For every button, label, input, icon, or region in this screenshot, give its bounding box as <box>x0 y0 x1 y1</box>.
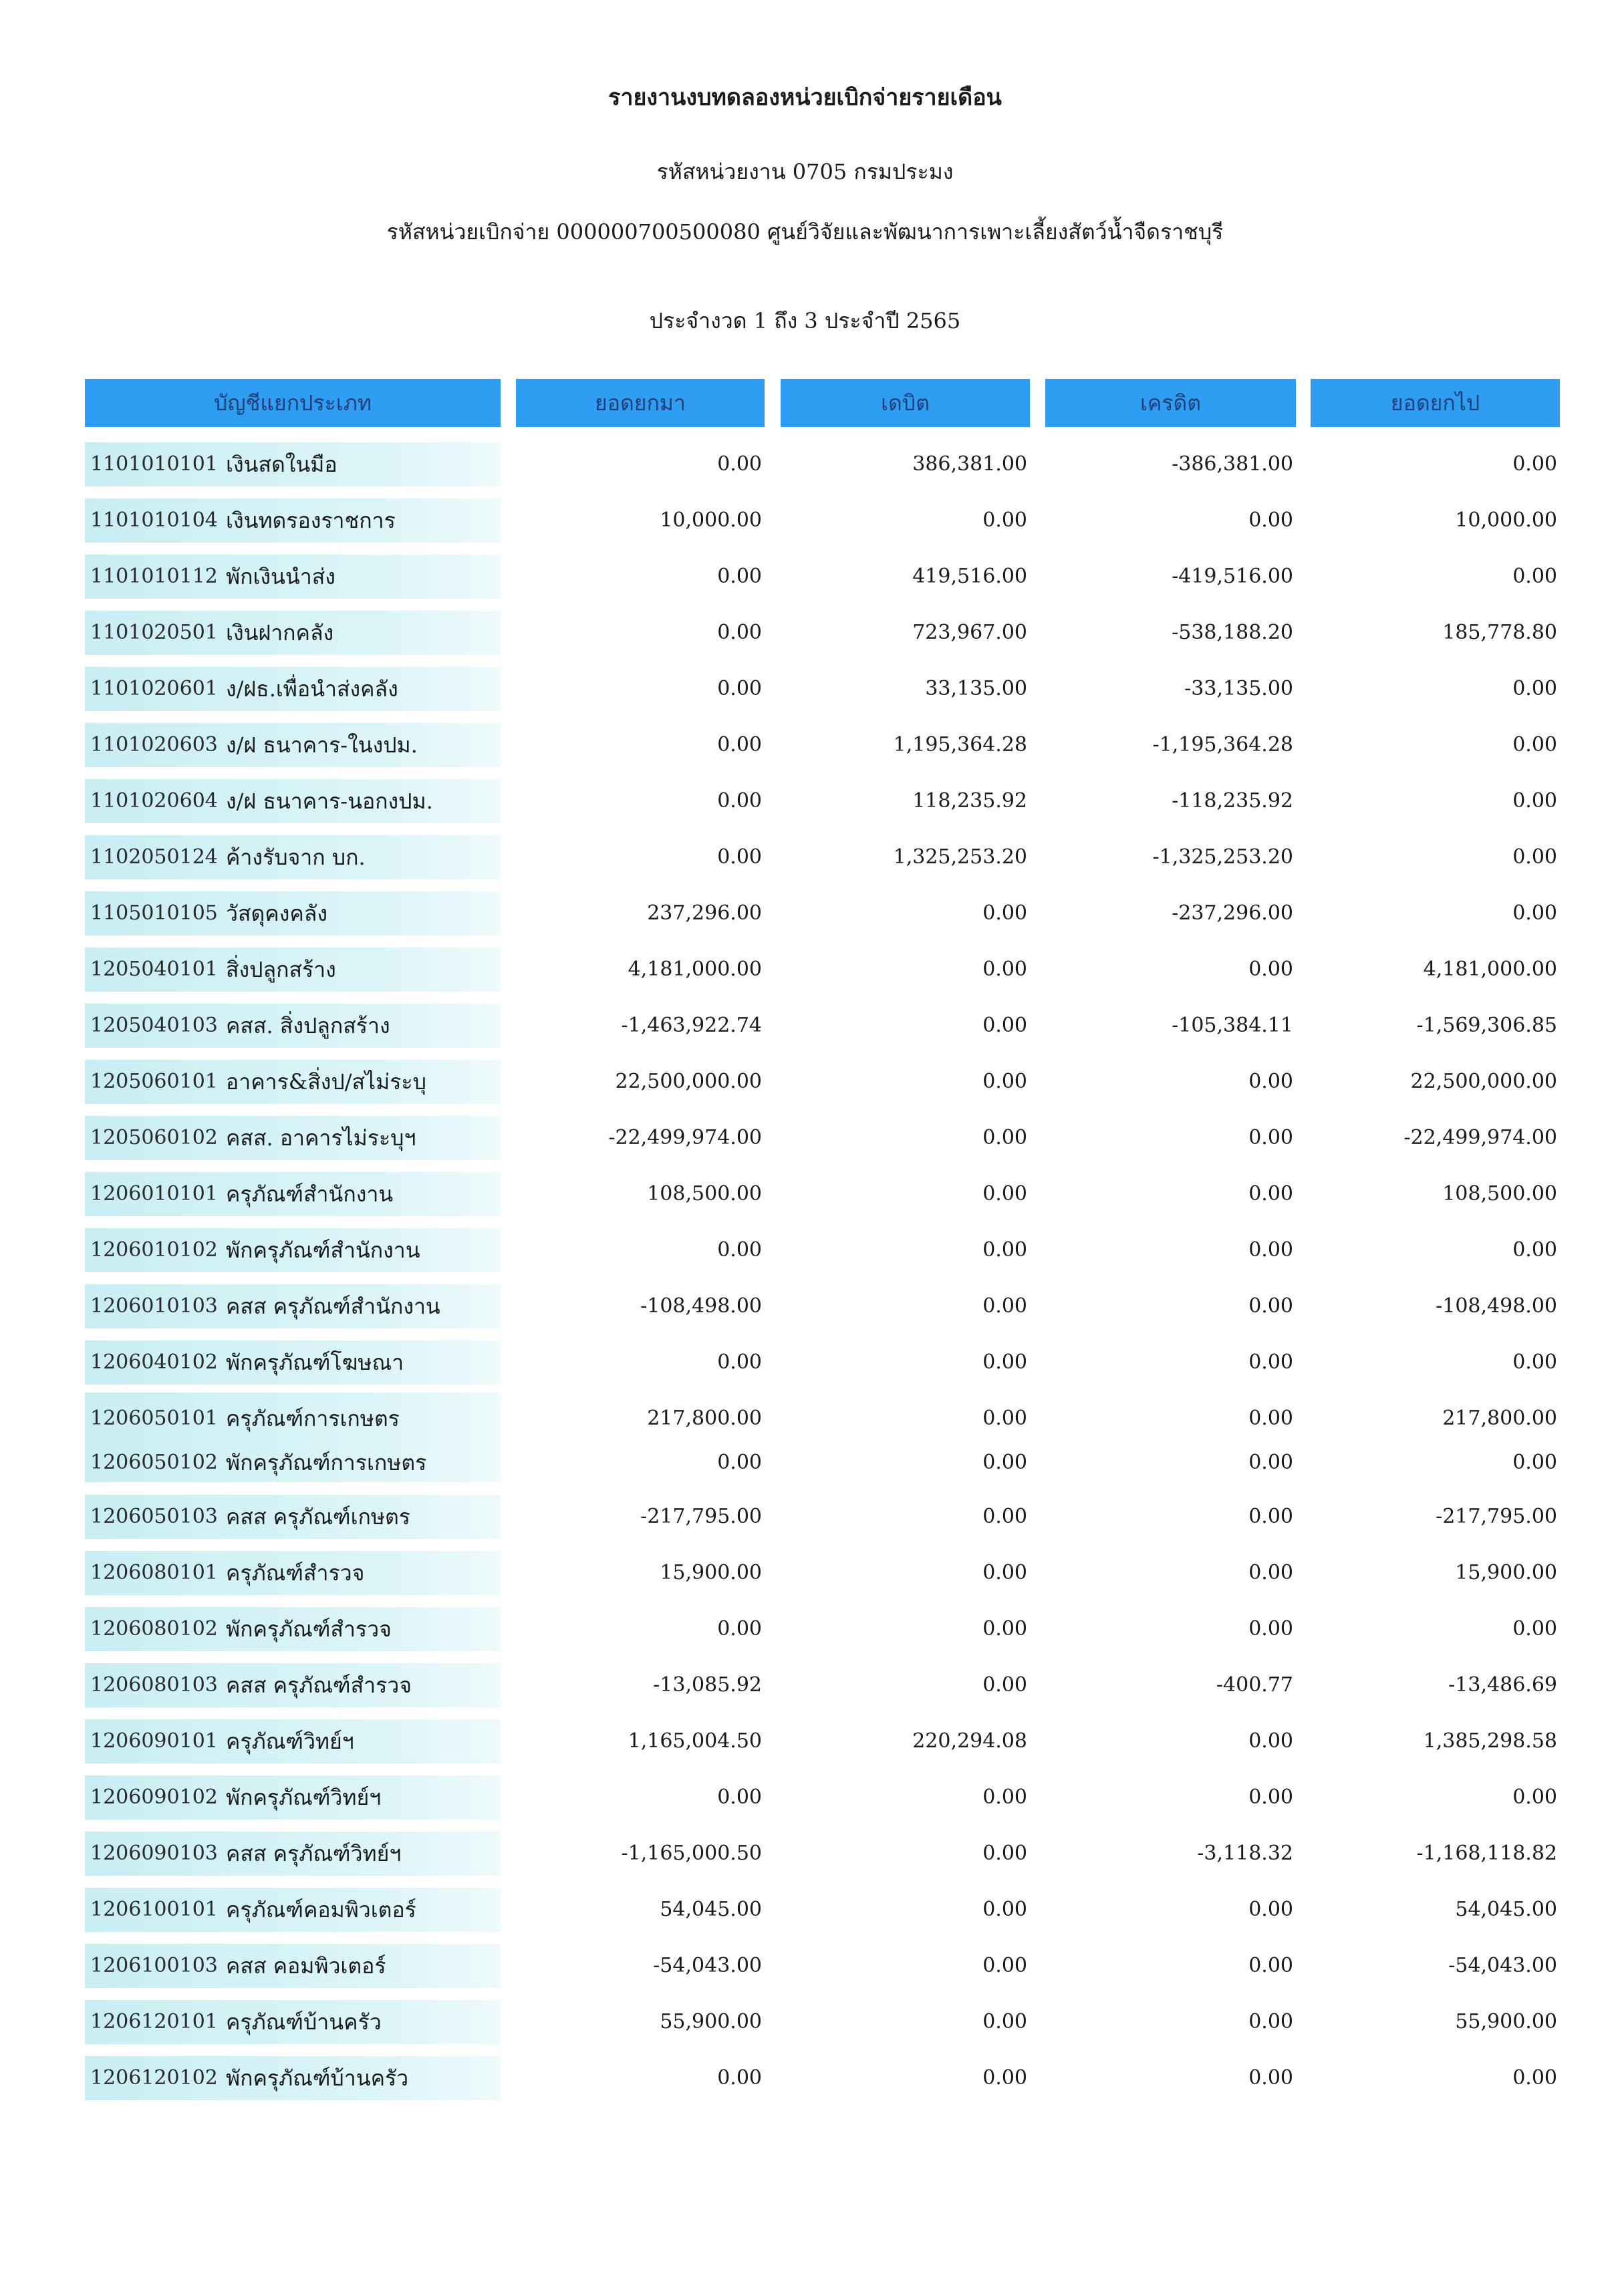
account-code: 1206050101 <box>90 1407 218 1430</box>
credit-amount: 0.00 <box>1248 1238 1293 1262</box>
closing-balance: 0.00 <box>1512 901 1557 925</box>
table-row <box>0 611 1610 656</box>
closing-balance: 10,000.00 <box>1455 509 1557 532</box>
debit-amount: 118,235.92 <box>912 789 1027 813</box>
column-header-debit: เดบิต <box>781 379 1030 427</box>
credit-amount: 0.00 <box>1248 1294 1293 1318</box>
opening-balance: 4,181,000.00 <box>628 958 762 981</box>
account-code: 1101020501 <box>90 621 218 644</box>
account-code: 1206080102 <box>90 1617 218 1640</box>
account-name: คสส ครุภัณฑ์วิทย์ฯ <box>226 1841 402 1866</box>
table-row <box>0 948 1610 993</box>
debit-amount: 0.00 <box>982 1617 1027 1640</box>
account-name: คสส ครุภัณฑ์เกษตร <box>226 1504 410 1530</box>
account-name: อาคาร&สิ่งป/สไม่ระบุ <box>226 1069 426 1095</box>
report-title: รายงานงบทดลองหน่วยเบิกจ่ายรายเดือน <box>608 84 1002 111</box>
table-row <box>0 891 1610 937</box>
table-row <box>0 1888 1610 1933</box>
table-row <box>0 1775 1610 1821</box>
closing-balance: 55,900.00 <box>1455 2010 1557 2033</box>
closing-balance: -1,569,306.85 <box>1416 1014 1557 1037</box>
opening-balance: 108,500.00 <box>647 1182 762 1205</box>
opening-balance: 0.00 <box>717 621 762 644</box>
debit-amount: 0.00 <box>982 1842 1027 1865</box>
credit-amount: 0.00 <box>1248 1182 1293 1205</box>
credit-amount: 0.00 <box>1248 2066 1293 2090</box>
period-line: ประจำงวด 1 ถึง 3 ประจำปี 2565 <box>649 308 961 333</box>
opening-balance: 22,500,000.00 <box>615 1070 762 1093</box>
opening-balance: -217,795.00 <box>640 1505 762 1528</box>
opening-balance: 0.00 <box>717 1451 762 1474</box>
account-name: พักครุภัณฑ์วิทย์ฯ <box>226 1785 382 1810</box>
closing-balance: 0.00 <box>1512 1451 1557 1474</box>
debit-amount: 0.00 <box>982 1505 1027 1528</box>
opening-balance: 0.00 <box>717 789 762 813</box>
table-row <box>0 1004 1610 1049</box>
account-name: ครุภัณฑ์การเกษตร <box>226 1406 400 1431</box>
column-header-account: บัญชีแยกประเภท <box>85 379 501 427</box>
account-name: ครุภัณฑ์วิทย์ฯ <box>226 1729 354 1754</box>
opening-balance: 237,296.00 <box>647 901 762 925</box>
debit-amount: 0.00 <box>982 1898 1027 1921</box>
debit-amount: 220,294.08 <box>912 1729 1027 1753</box>
account-code: 1206080101 <box>90 1561 218 1584</box>
credit-amount: 0.00 <box>1248 958 1293 981</box>
account-code: 1206090101 <box>90 1729 218 1753</box>
opening-balance: 0.00 <box>717 733 762 756</box>
table-row <box>0 1495 1610 1540</box>
opening-balance: 15,900.00 <box>660 1561 762 1584</box>
account-name: คสส คอมพิวเตอร์ <box>226 1953 386 1979</box>
closing-balance: 0.00 <box>1512 845 1557 869</box>
debit-amount: 0.00 <box>982 2066 1027 2090</box>
account-code: 1206040102 <box>90 1350 218 1374</box>
closing-balance: 0.00 <box>1512 2066 1557 2090</box>
account-name: พักเงินนำส่ง <box>226 564 336 589</box>
opening-balance: 0.00 <box>717 1350 762 1374</box>
opening-balance: 0.00 <box>717 845 762 869</box>
closing-balance: 0.00 <box>1512 677 1557 700</box>
debit-amount: 386,381.00 <box>912 452 1027 476</box>
credit-amount: -237,296.00 <box>1172 901 1293 925</box>
account-code: 1206010101 <box>90 1182 218 1205</box>
disbursing-unit-line: รหัสหน่วยเบิกจ่าย 000000700500080 ศูนย์วิจัยและพัฒนาการเพาะเลี้ยงสัตว์น้ำจืดราชบุรี <box>386 219 1224 245</box>
account-code: 1206100103 <box>90 1954 218 1977</box>
debit-amount: 723,967.00 <box>912 621 1027 644</box>
account-code: 1206080103 <box>90 1673 218 1697</box>
account-name: ง/ฝธ.เพื่อนำส่งคลัง <box>226 676 398 702</box>
account-name: พักครุภัณฑ์บ้านครัว <box>226 2065 409 2091</box>
account-code: 1205060102 <box>90 1126 218 1149</box>
credit-amount: -3,118.32 <box>1197 1842 1293 1865</box>
account-code: 1206120102 <box>90 2066 218 2090</box>
closing-balance: 0.00 <box>1512 1238 1557 1262</box>
column-header-closing: ยอดยกไป <box>1311 379 1560 427</box>
credit-amount: -419,516.00 <box>1172 565 1293 588</box>
closing-balance: 217,800.00 <box>1442 1407 1557 1430</box>
table-row <box>0 667 1610 712</box>
column-header-opening: ยอดยกมา <box>516 379 765 427</box>
credit-amount: -400.77 <box>1216 1673 1293 1697</box>
account-name: คสส ครุภัณฑ์สำนักงาน <box>226 1294 440 1319</box>
opening-balance: 0.00 <box>717 565 762 588</box>
opening-balance: 0.00 <box>717 1238 762 1262</box>
credit-amount: 0.00 <box>1248 509 1293 532</box>
table-row <box>0 723 1610 768</box>
credit-amount: -386,381.00 <box>1172 452 1293 476</box>
table-row <box>0 1607 1610 1653</box>
account-code: 1105010105 <box>90 901 218 925</box>
debit-amount: 0.00 <box>982 1785 1027 1809</box>
table-row <box>0 555 1610 600</box>
opening-balance: 55,900.00 <box>660 2010 762 2033</box>
closing-balance: 108,500.00 <box>1442 1182 1557 1205</box>
opening-balance: 1,165,004.50 <box>628 1729 762 1753</box>
account-code: 1206010103 <box>90 1294 218 1318</box>
account-code: 1206050103 <box>90 1505 218 1528</box>
table-row <box>0 1663 1610 1709</box>
debit-amount: 0.00 <box>982 1238 1027 1262</box>
credit-amount: 0.00 <box>1248 2010 1293 2033</box>
account-code: 1102050124 <box>90 845 218 869</box>
table-row <box>0 1060 1610 1105</box>
credit-amount: 0.00 <box>1248 1561 1293 1584</box>
debit-amount: 0.00 <box>982 1014 1027 1037</box>
debit-amount: 0.00 <box>982 1954 1027 1977</box>
debit-amount: 0.00 <box>982 1294 1027 1318</box>
debit-amount: 0.00 <box>982 1070 1027 1093</box>
account-code: 1206120101 <box>90 2010 218 2033</box>
account-name: ครุภัณฑ์คอมพิวเตอร์ <box>226 1897 416 1922</box>
closing-balance: -1,168,118.82 <box>1416 1842 1557 1865</box>
credit-amount: 0.00 <box>1248 1126 1293 1149</box>
closing-balance: -22,499,974.00 <box>1403 1126 1557 1149</box>
debit-amount: 0.00 <box>982 1126 1027 1149</box>
table-row <box>0 1284 1610 1330</box>
closing-balance: 0.00 <box>1512 1350 1557 1374</box>
account-code: 1206010102 <box>90 1238 218 1262</box>
account-name: ง/ฝ ธนาคาร-ในงปม. <box>226 732 418 758</box>
opening-balance: -13,085.92 <box>653 1673 762 1697</box>
account-name: ครุภัณฑ์สำนักงาน <box>226 1181 394 1207</box>
opening-balance: -1,463,922.74 <box>621 1014 762 1037</box>
credit-amount: 0.00 <box>1248 1898 1293 1921</box>
account-name: พักครุภัณฑ์การเกษตร <box>226 1450 427 1475</box>
debit-amount: 0.00 <box>982 1407 1027 1430</box>
debit-amount: 0.00 <box>982 2010 1027 2033</box>
credit-amount: 0.00 <box>1248 1070 1293 1093</box>
debit-amount: 0.00 <box>982 1350 1027 1374</box>
credit-amount: 0.00 <box>1248 1617 1293 1640</box>
account-code: 1206090102 <box>90 1785 218 1809</box>
closing-balance: 0.00 <box>1512 733 1557 756</box>
opening-balance: 0.00 <box>717 1617 762 1640</box>
table-row <box>0 2000 1610 2045</box>
credit-amount: 0.00 <box>1248 1505 1293 1528</box>
debit-amount: 0.00 <box>982 958 1027 981</box>
closing-balance: 22,500,000.00 <box>1410 1070 1557 1093</box>
debit-amount: 1,195,364.28 <box>893 733 1027 756</box>
opening-balance: 217,800.00 <box>647 1407 762 1430</box>
closing-balance: 0.00 <box>1512 789 1557 813</box>
opening-balance: 54,045.00 <box>660 1898 762 1921</box>
table-row <box>0 1719 1610 1765</box>
column-header-credit: เครดิต <box>1045 379 1296 427</box>
closing-balance: 0.00 <box>1512 1785 1557 1809</box>
closing-balance: -13,486.69 <box>1448 1673 1557 1697</box>
table-row <box>0 1116 1610 1161</box>
table-row <box>0 442 1610 488</box>
table-row <box>0 1832 1610 1877</box>
credit-amount: -33,135.00 <box>1184 677 1293 700</box>
credit-amount: 0.00 <box>1248 1785 1293 1809</box>
table-row <box>0 1397 1610 1442</box>
debit-amount: 419,516.00 <box>912 565 1027 588</box>
credit-amount: 0.00 <box>1248 1350 1293 1374</box>
account-code: 1101010112 <box>90 565 218 588</box>
debit-amount: 0.00 <box>982 1561 1027 1584</box>
account-name: เงินทดรองราชการ <box>226 508 396 533</box>
account-name: ค้างรับจาก บก. <box>226 845 366 870</box>
closing-balance: 0.00 <box>1512 1617 1557 1640</box>
closing-balance: 0.00 <box>1512 565 1557 588</box>
account-name: วัสดุคงคลัง <box>226 901 327 926</box>
opening-balance: 0.00 <box>717 1785 762 1809</box>
agency-line: รหัสหน่วยงาน 0705 กรมประมง <box>656 159 954 184</box>
opening-balance: 0.00 <box>717 2066 762 2090</box>
closing-balance: -217,795.00 <box>1436 1505 1557 1528</box>
account-code: 1101020603 <box>90 733 218 756</box>
account-code: 1101010101 <box>90 452 218 476</box>
opening-balance: -54,043.00 <box>653 1954 762 1977</box>
account-name: คสส. สิ่งปลูกสร้าง <box>226 1013 390 1038</box>
account-code: 1206090103 <box>90 1842 218 1865</box>
account-code: 1205040103 <box>90 1014 218 1037</box>
debit-amount: 33,135.00 <box>925 677 1027 700</box>
account-name: เงินสดในมือ <box>226 452 338 477</box>
credit-amount: -538,188.20 <box>1172 621 1293 644</box>
account-code: 1205060101 <box>90 1070 218 1093</box>
closing-balance: -108,498.00 <box>1436 1294 1557 1318</box>
credit-amount: -118,235.92 <box>1172 789 1293 813</box>
credit-amount: 0.00 <box>1248 1407 1293 1430</box>
table-row <box>0 1228 1610 1274</box>
closing-balance: 54,045.00 <box>1455 1898 1557 1921</box>
account-name: คสส. อาคารไม่ระบุฯ <box>226 1125 416 1151</box>
table-row <box>0 779 1610 825</box>
table-row <box>0 835 1610 881</box>
account-code: 1206050102 <box>90 1451 218 1474</box>
debit-amount: 0.00 <box>982 1182 1027 1205</box>
closing-balance: 15,900.00 <box>1455 1561 1557 1584</box>
account-name: ครุภัณฑ์สำรวจ <box>226 1560 365 1586</box>
credit-amount: 0.00 <box>1248 1729 1293 1753</box>
credit-amount: 0.00 <box>1248 1451 1293 1474</box>
closing-balance: 185,778.80 <box>1442 621 1557 644</box>
opening-balance: -1,165,000.50 <box>621 1842 762 1865</box>
account-code: 1101010104 <box>90 509 218 532</box>
debit-amount: 1,325,253.20 <box>893 845 1027 869</box>
credit-amount: -1,325,253.20 <box>1152 845 1293 869</box>
table-row <box>0 1340 1610 1386</box>
debit-amount: 0.00 <box>982 1451 1027 1474</box>
opening-balance: -22,499,974.00 <box>608 1126 762 1149</box>
opening-balance: 0.00 <box>717 677 762 700</box>
table-row <box>0 1441 1610 1486</box>
table-row <box>0 1551 1610 1596</box>
credit-amount: -105,384.11 <box>1172 1014 1293 1037</box>
debit-amount: 0.00 <box>982 509 1027 532</box>
table-row <box>0 1172 1610 1217</box>
account-name: คสส ครุภัณฑ์สำรวจ <box>226 1673 412 1698</box>
account-code: 1206100101 <box>90 1898 218 1921</box>
debit-amount: 0.00 <box>982 1673 1027 1697</box>
opening-balance: 0.00 <box>717 452 762 476</box>
account-name: พักครุภัณฑ์โฆษณา <box>226 1350 404 1375</box>
account-code: 1205040101 <box>90 958 218 981</box>
debit-amount: 0.00 <box>982 901 1027 925</box>
opening-balance: 10,000.00 <box>660 509 762 532</box>
account-code: 1101020604 <box>90 789 218 813</box>
credit-amount: 0.00 <box>1248 1954 1293 1977</box>
account-name: พักครุภัณฑ์สำรวจ <box>226 1616 392 1642</box>
table-row <box>0 2056 1610 2102</box>
account-code: 1101020601 <box>90 677 218 700</box>
account-name: สิ่งปลูกสร้าง <box>226 957 336 982</box>
credit-amount: -1,195,364.28 <box>1152 733 1293 756</box>
account-name: เงินฝากคลัง <box>226 620 334 645</box>
closing-balance: 1,385,298.58 <box>1423 1729 1557 1753</box>
opening-balance: -108,498.00 <box>640 1294 762 1318</box>
closing-balance: 0.00 <box>1512 452 1557 476</box>
account-name: ครุภัณฑ์บ้านครัว <box>226 2009 382 2035</box>
table-row <box>0 498 1610 544</box>
closing-balance: -54,043.00 <box>1448 1954 1557 1977</box>
account-name: ง/ฝ ธนาคาร-นอกงปม. <box>226 788 433 814</box>
table-row <box>0 1944 1610 1989</box>
closing-balance: 4,181,000.00 <box>1423 958 1557 981</box>
account-name: พักครุภัณฑ์สำนักงาน <box>226 1238 420 1263</box>
